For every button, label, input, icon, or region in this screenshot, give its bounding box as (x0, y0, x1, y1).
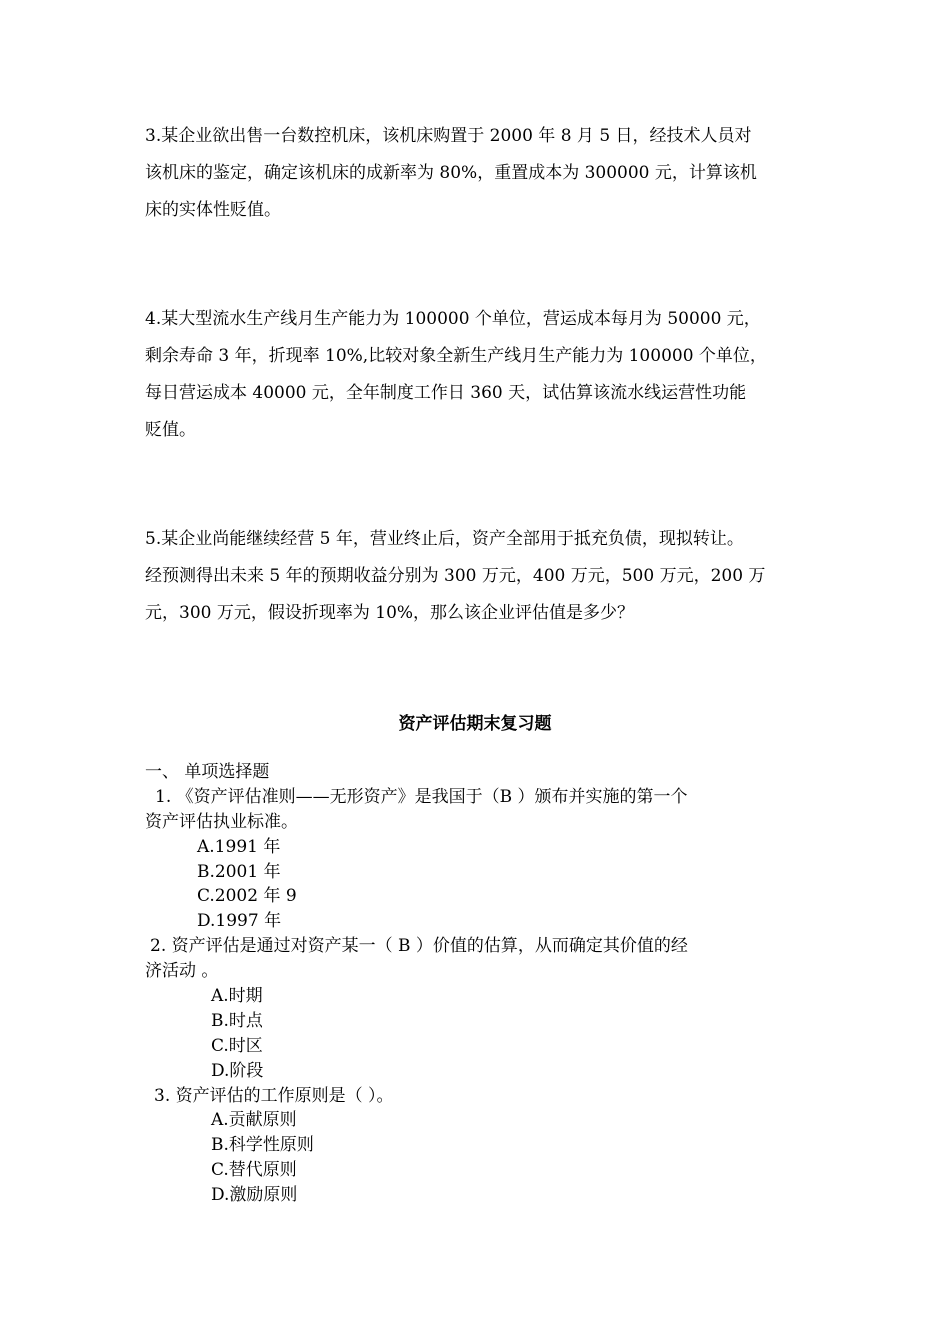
text-line: 经预测得出未来 5 年的预期收益分别为 300 万元，400 万元，500 万元，200 万 (145, 566, 766, 586)
text-line: 床的实体性贬值。 (145, 200, 281, 220)
option-b: B.科学性原则 (211, 1135, 314, 1156)
question-1-stem-cont: 资产评估执业标准。 (145, 811, 298, 832)
option-b: B.时点 (211, 1010, 263, 1031)
text-line: 元，300 万元，假设折现率为 10%，那么该企业评估值是多少？ (145, 603, 635, 623)
problem-4 (145, 301, 815, 449)
text-line: 每日营运成本 40000 元，全年制度工作日 360 天，试估算该流水线运营性功能 (145, 383, 747, 403)
option-d: D.1997 年 (197, 911, 282, 932)
option-c: C.2002 年 9 (197, 886, 297, 907)
option-a: A.贡献原则 (211, 1110, 297, 1131)
text-line: 4.某大型流水生产线月生产能力为 100000 个单位，营运成本每月为 50000 元， (145, 309, 761, 329)
section-heading: 一、 单项选择题 (145, 762, 270, 782)
review-title: 资产评估期末复习题 (398, 714, 552, 734)
multiple-choice-section (145, 760, 825, 1208)
option-c: C.替代原则 (211, 1160, 297, 1181)
text-line: 贬值。 (145, 420, 196, 440)
problem-3 (145, 118, 815, 229)
text-line: 5.某企业尚能继续经营 5 年，营业终止后，资产全部用于抵充负债，现拟转让。 (145, 529, 744, 549)
text-line: 该机床的鉴定，确定该机床的成新率为 80%，重置成本为 300000 元，计算该机 (145, 163, 757, 183)
text-line: 3.某企业欲出售一台数控机床，该机床购置于 2000 年 8 月 5 日，经技术人员对 (145, 126, 752, 146)
question-1-stem: 1. 《资产评估准则——无形资产》是我国于（B ）颁布并实施的第一个 (155, 786, 688, 807)
question-3-stem: 3. 资产评估的工作原则是（ ）。 (154, 1085, 394, 1106)
option-d: D.激励原则 (211, 1185, 298, 1206)
option-b: B.2001 年 (197, 861, 281, 882)
text-line: 剩余寿命 3 年，折现率 10%,比较对象全新生产线月生产能力为 100000 个单位， (145, 346, 767, 366)
question-2-stem-cont: 济活动 。 (145, 961, 219, 982)
option-d: D.阶段 (211, 1060, 264, 1081)
question-2-stem: 2. 资产评估是通过对资产某一（ B ）价值的估算，从而确定其价值的经 (150, 936, 688, 957)
option-a: A.1991 年 (197, 836, 281, 857)
option-c: C.时区 (211, 1035, 263, 1056)
problem-5 (145, 521, 815, 632)
option-a: A.时期 (211, 986, 263, 1007)
